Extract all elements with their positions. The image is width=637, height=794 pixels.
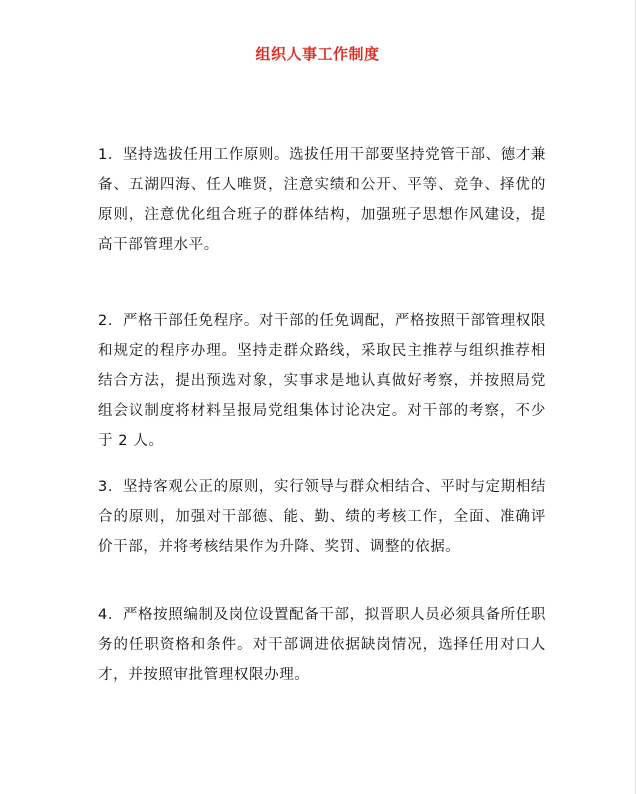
paragraph-1: 1．坚持选拔任用工作原则。选拔任用干部要坚持党管干部、德才兼备、五湖四海、任人唯贤，注意实绩和公开、平等、竞争、择优的原则，注意优化组合班子的群体结构，加强班子思想作风建设，提高干部管理水平。 [98, 147, 546, 253]
paragraph-4: 4．严格按照编制及岗位设置配备干部，拟晋职人员必须具备所任职务的任职资格和条件。对干部调进依据缺岗情况，选择任用对口人才，并按照审批管理权限办理。 [98, 607, 546, 683]
paragraph-3: 3．坚持客观公正的原则，实行领导与群众相结合、平时与定期相结合的原则，加强对干部德、能、勤、绩的考核工作，全面、准确评价干部，并将考核结果作为升降、奖罚、调整的依据。 [98, 479, 546, 555]
paragraph-2: 2．严格干部任免程序。对干部的任免调配，严格按照干部管理权限和规定的程序办理。坚持走群众路线，采取民主推荐与组织推荐相结合方法，提出预选对象，实事求是地认真做好考察，并按照局党组会议制度将材料呈报局党组集体讨论决定。对干部的考察，不少于 2 人。 [98, 313, 546, 449]
document-title: 组织人事工作制度 [255, 45, 380, 63]
